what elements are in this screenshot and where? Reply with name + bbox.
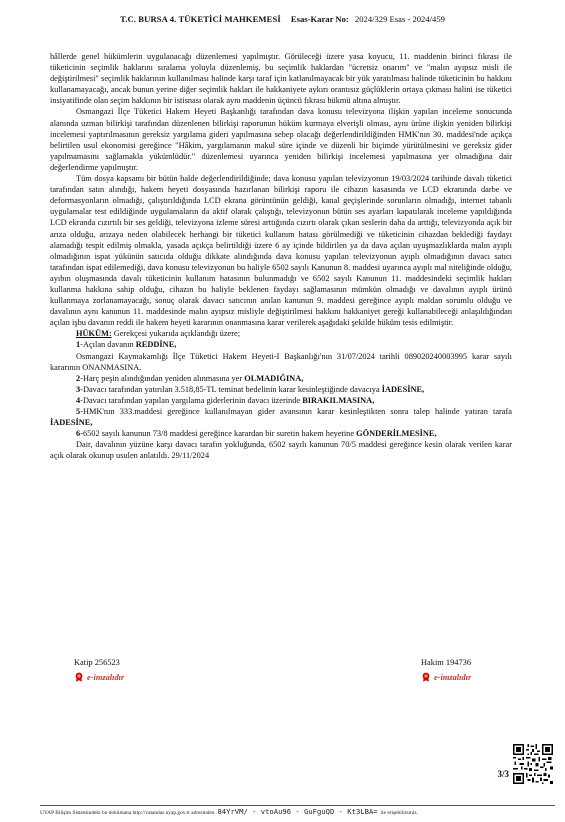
verdict-item-1-bold: REDDİNE, — [135, 340, 177, 350]
seal-icon — [74, 672, 84, 682]
verdict-item-5-number: 5 — [76, 407, 81, 416]
footer-prefix: UYAP Bilişim Sistemindeki bu dokümana http://vatandas.uyap.gov.tr adresinden — [40, 810, 215, 816]
document-footer — [40, 807, 560, 816]
verdict-item-2-text: -Harç peşin alındığından yeniden alınmasına yer — [80, 373, 245, 383]
page-number: 3/3 — [497, 769, 509, 779]
verdict-item-6-bold: GÖNDERİLMESİNE, — [356, 429, 437, 439]
verdict-item-5-text: -HMK'nın 333.maddesi gereğince kullanılmayan gider avansının karar kesinleştikten sonra talep halinde yatıran tarafa — [80, 407, 512, 416]
verdict-item-1-text: -Açılan davanın — [80, 340, 136, 350]
paragraph-3: Tüm dosya kapsamı bir bütün halde değerlendirildiğinde; dava konusu yapılan televizyonun 19/03/2024 tarihinde davalı tüketici tarafından satın alındığı, hakem heyeti dosyasında hazırlanan bilirkişi raporu ile cihazın kasasında ve LCD ekranında darbe ve deformasyonların olmadığı, çalıştırıldığında LCD ekrana görüntünün geldiği, kanal geçişlerinde sorunların olmadığı, internet tabanlı uygulamalar test edildiğinde uygulamaların da aktif olarak çalıştığı, televizyonun bütün ses ayarları kapatılarak inceleme yapıldığında LCD ekranda cızırtılı bir ses geldiği, televizyona izleme süresi arttığında cızırtı olarak çıkan seslerin daha da arttığı, televizyonda açık bir arıza olduğu, arızaya neden olabilecek herhangi bir tüketici kullanım hatası görülmediği ve tüketicinin cihazdan beklediği faydayı alamadığı tespit edilmiş olmakla, yasada açıkça belirtildiği üzere 6 ay içinde bildirilen ya da dava açılan uyuşmazlıklarda malın ayıplı olmadığının ispat yükünün satıcıda olduğu dikkate alındığında dava konusu yapılan televizyonun ayıplı olmadığının davacı satıcı tarafından ispat edilemediği, dava konusu televizyonun bu haliyle 6502 sayılı Kanunun 8. maddesi uyarınca ayıplı mal niteliğinde olduğu, ayıbın oluşmasında davalı tüketicinin kullanım hatasının bulunmadığı ve 6502 sayılı Kanunun 11. maddesindeki seçimlik hakları kullanma hakkına sahip olduğu, cihazın bu haliyle beklenen faydayı sağlamasının mümkün olmadığı ve davalının ayıplı ürünü kullanmaya zorlanamayacağı, sonuç olarak davacı satıcının anılan kanunun 9. maddesi gereğince ayıplı maldan sorumlu olduğu ve davalının aynı kanunun 11. maddesinde malın ayıpsız misliyle değiştirilmesi hakkını hakkaniyet gereği kullanabileceği anlaşıldığından açılan işbu davanın reddi ile hakem heyeti kararının onanmasına karar verilerek aşağıdaki şekilde hüküm tesis edilmiştir. — [50, 174, 512, 328]
katip-title: Katip 256523 — [74, 658, 120, 667]
verdict-item-6-number: 6 — [76, 429, 81, 439]
hukum-heading — [50, 328, 512, 339]
katip-eimza-label: e-imzalıdır — [87, 672, 125, 682]
hakim-eimza — [421, 672, 471, 682]
verdict-item-4-text: -Davacı tarafından yapılan yargılama giderlerinin davacı üzerinde — [80, 395, 303, 405]
hakim-signature — [421, 658, 471, 682]
hakim-eimza-label: e-imzalıdır — [434, 672, 472, 682]
verdict-item-1 — [50, 339, 512, 350]
esas-karar-value: 2024/329 Esas - 2024/459 — [354, 14, 445, 24]
verdict-item-4-number: 4 — [76, 395, 81, 405]
katip-signature — [74, 658, 124, 682]
verdict-item-4 — [50, 395, 512, 406]
qr-code-icon — [513, 744, 553, 784]
verdict-item-2-bold: OLMADIĞINA, — [244, 373, 304, 383]
verdict-item-6-text: -6502 sayılı kanunun 73/8 maddesi gereğince karardan bir suretin hakem heyetine — [80, 429, 357, 439]
verdict-item-4-bold: BIRAKILMASINA, — [302, 395, 375, 405]
katip-eimza — [74, 672, 124, 682]
verdict-item-6 — [50, 428, 512, 439]
document-body — [50, 51, 512, 461]
verdict-item-3-text: -Davacı tarafından yatırılan 3.518,85-TL teminat bedelinin karar kesinleştiğinde davacıya — [80, 384, 382, 394]
verdict-item-1-detail: Osmangazi Kaymakamlığı İlçe Tüketici Hakem Heyeti-I Başkanlığı'nın 31/07/2024 tarihli 089020240003995 karar sayılı kararının ONANMASINA. — [50, 351, 512, 372]
esas-karar-label: Esas-Karar No: — [290, 14, 349, 24]
paragraph-1: hâllerde genel hükümlerin uygulanacağı düzenlemesi yapılmıştır. Görüleceği üzere yasa koyucu, 11. maddenin birinci fıkrası ile tüketicinin seçimlik haklarını sıralama yoluyla düzenlemiş, bu seçimlik haklardan "ücretsiz onarım" ve "malın ayıpsız misli ile değiştirilmesi" seçimlik haklarının kullanılması halinde karşı taraf için katlanılmayacak bir yük yaratılması halinde tüketicinin bu hakkını kullanamayacağı, ancak bunun yerine diğer seçimlik hakları ile hakkaniyete aykırı orantısız güçlüklerin ortaya çıkması halini ise tüketici insiyatifinde olan seçim hakkının bir istisnası olarak aynı maddenin üçüncü fıkrası hükmü altına almıştır. — [50, 52, 512, 106]
paragraph-2: Osmangazi İlçe Tüketici Hakem Heyeti Başkanlığı tarafından dava konusu televizyona ilişkin yapılan inceleme sonucunda alanında uzman bilirkişi tarafından düzenlenen bilirkişi raporunun hüküm kurmaya elverişli olması, aynı ürüne ilişkin yeniden bilirkişi incelemesi yaptırılmasının gereksiz yargılama gideri yapılmasına sebep olacağı değerlendirildiğinden HMK'nın 30. maddesi'nde açıkça belirtilen usul ekonomisi gereğince "Hâkim, yargılamanın makul süre içinde ve düzenli bir biçimde yürütülmesini ve gereksiz gider yapılmamasını sağlamakla yükümlüdür." düzenlemesi uyarınca yeniden bilirkişi incelemesi yapılmasına yer olmadığına dair değerlendirme yapılmıştır. — [50, 107, 512, 172]
verdict-item-1-number: 1 — [76, 340, 81, 350]
closing-paragraph: Dair, davalının yüzüne karşı davacı tarafın yokluğunda, 6502 sayılı kanunun 70/5 maddesi gereğince kesin olarak verilen karar açık olarak okunup usulen anlatıldı. 29/11/2024 — [50, 440, 512, 461]
verdict-item-3-bold: İADESİNE, — [381, 384, 425, 394]
verdict-item-3 — [50, 384, 512, 395]
document-header — [0, 14, 565, 24]
verdict-item-5 — [50, 406, 512, 428]
hakim-title: Hakim 194736 — [421, 658, 472, 667]
verification-code: 84YrVM/ - vtoAu96 - GuFguQD - Kt3LBA= — [217, 807, 378, 816]
verdict-item-2-number: 2 — [76, 373, 81, 383]
verdict-item-3-number: 3 — [76, 384, 81, 394]
footer-divider — [40, 805, 555, 806]
verdict-item-2 — [50, 373, 512, 384]
hukum-text: Gerekçesi yukarıda açıklandığı üzere; — [111, 329, 241, 339]
seal-icon — [421, 672, 431, 682]
court-name: T.C. BURSA 4. TÜKETİCİ MAHKEMESİ — [120, 14, 281, 24]
hukum-label: HÜKÜM: — [76, 329, 112, 339]
verdict-item-5-bold: İADESİNE, — [50, 418, 93, 428]
footer-suffix: ile erişebilirsiniz. — [380, 810, 419, 816]
